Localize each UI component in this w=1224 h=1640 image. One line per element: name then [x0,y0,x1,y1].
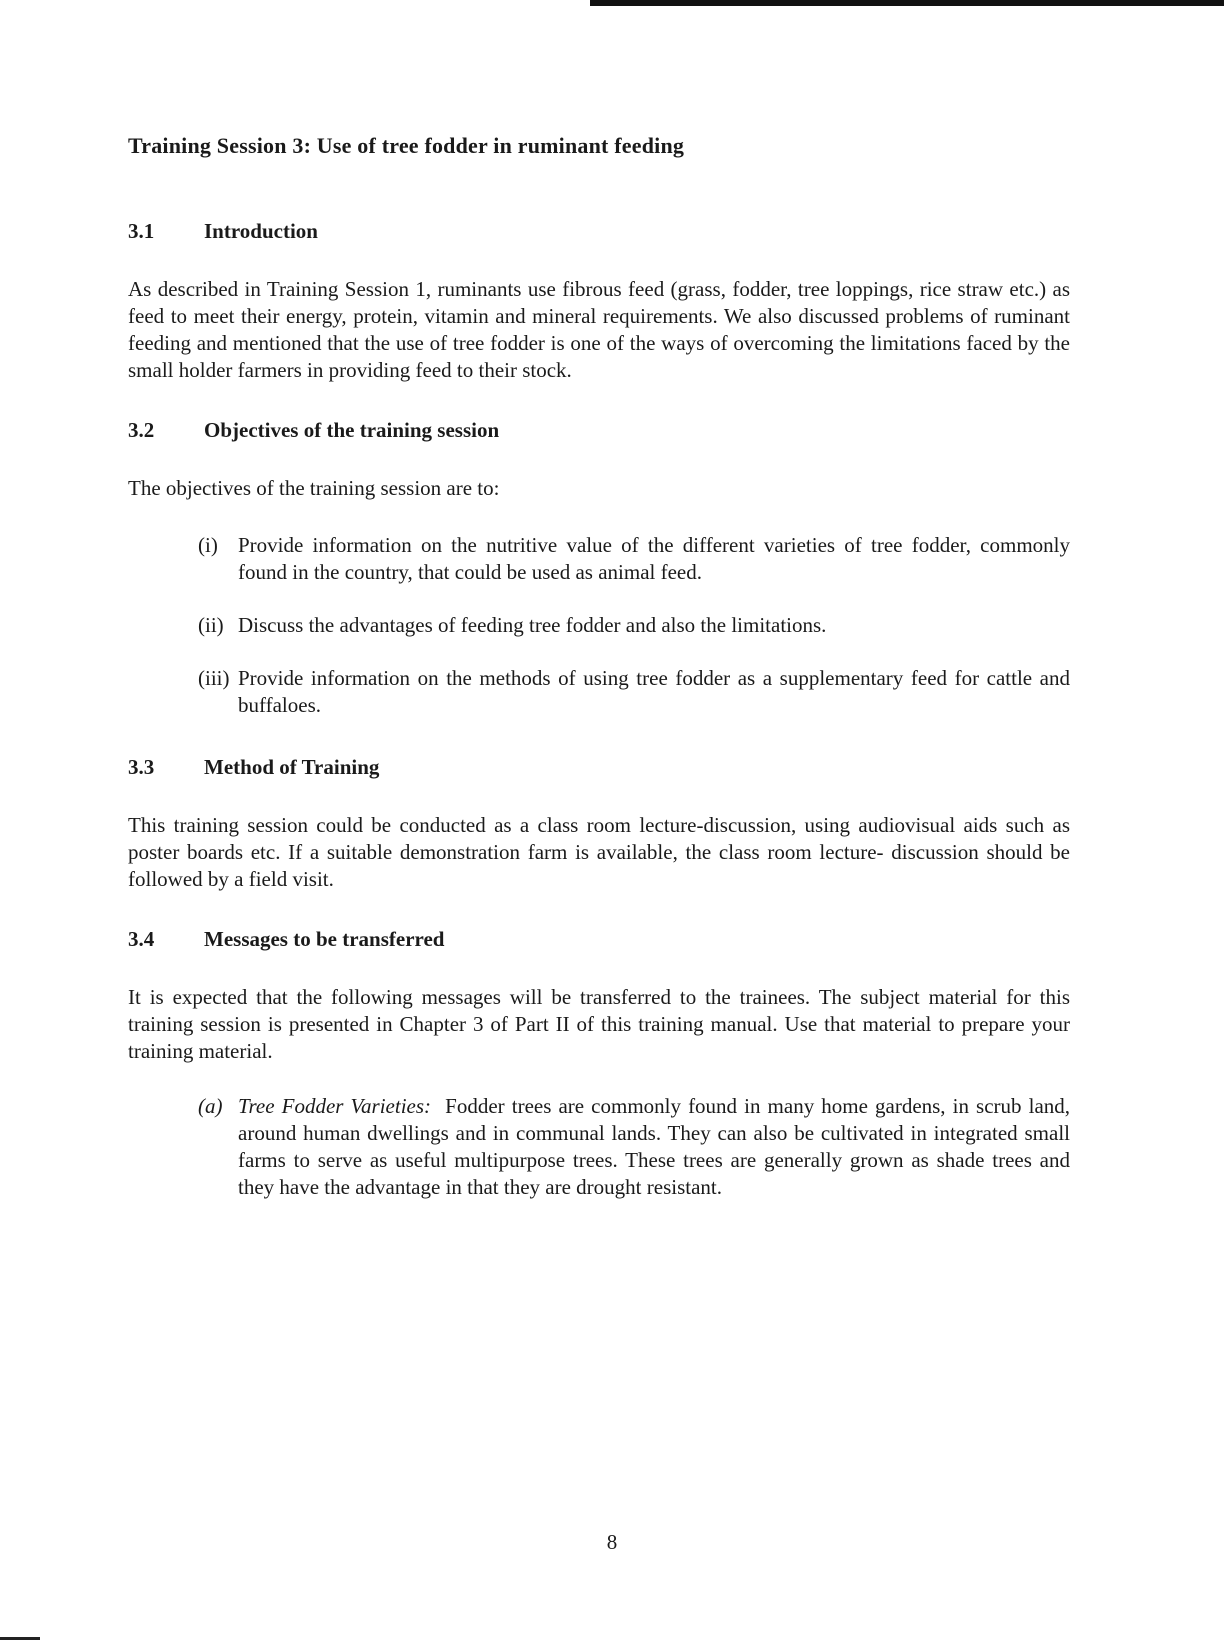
messages-list [128,1093,1070,1201]
list-item-text: Discuss the advantages of feeding tree fodder and also the limitations. [238,613,827,637]
section-heading-messages [128,927,1070,952]
section-title: Messages to be transferred [204,927,445,951]
list-item [198,532,1070,586]
page-number: 8 [606,1530,618,1554]
introduction-paragraph: As described in Training Session 1, ruminants use fibrous feed (grass, fodder, tree loppings, rice straw etc.) as feed to meet their energy, protein, vitamin and mineral requirements. We also discussed problems of ruminant feeding and mentioned that the use of tree fodder is one of the ways of overcoming the limitations faced by the small holder farmers in providing feed to their stock. [128,277,1070,382]
list-marker: (ii) [198,613,224,637]
section-heading-method [128,755,1070,780]
section-number: 3.2 [128,418,155,442]
list-marker: (a) [198,1094,223,1118]
list-item-text: Provide information on the methods of using tree fodder as a supplementary feed for cattle and buffaloes. [238,666,1070,717]
method-paragraph: This training session could be conducted as a class room lecture-discussion, using audiovisual aids such as poster boards etc. If a suitable demonstration farm is available, the class room lecture- discussion should be followed by a field visit. [128,813,1070,891]
list-marker: (i) [198,533,218,557]
section-title: Method of Training [204,755,380,779]
section-number: 3.4 [128,927,155,951]
objectives-list [128,532,1070,719]
objectives-intro-paragraph: The objectives of the training session are to: [128,476,500,500]
section-heading-introduction [128,219,1070,244]
list-item-term: Tree Fodder Varieties: [238,1094,432,1118]
list-item [198,1093,1070,1201]
document-page [128,133,1070,1237]
section-heading-objectives [128,418,1070,443]
document-title: Training Session 3: Use of tree fodder in ruminant feeding [128,133,685,158]
list-item-text: Fodder trees are commonly found in many home gardens, in scrub land, around human dwellings and in communal lands. They can also be cultivated in integrated small farms to serve as useful multipurpose trees. These trees are generally grown as shade trees and they have the advantage in that they are drought resistant. [238,1094,1071,1199]
list-item-text: Provide information on the nutritive value of the different varieties of tree fodder, commonly found in the country, that could be used as animal feed. [238,533,1070,584]
section-number: 3.1 [128,219,155,243]
section-number: 3.3 [128,755,155,779]
scan-top-edge [590,0,1224,6]
messages-paragraph: It is expected that the following messages will be transferred to the trainees. The subject material for this training session is presented in Chapter 3 of Part II of this training manual. Use that material to prepare your training material. [128,985,1070,1063]
list-item [198,665,1070,719]
section-title: Introduction [204,219,318,243]
list-item [198,612,1070,639]
list-marker: (iii) [198,666,230,690]
section-title: Objectives of the training session [204,418,500,442]
